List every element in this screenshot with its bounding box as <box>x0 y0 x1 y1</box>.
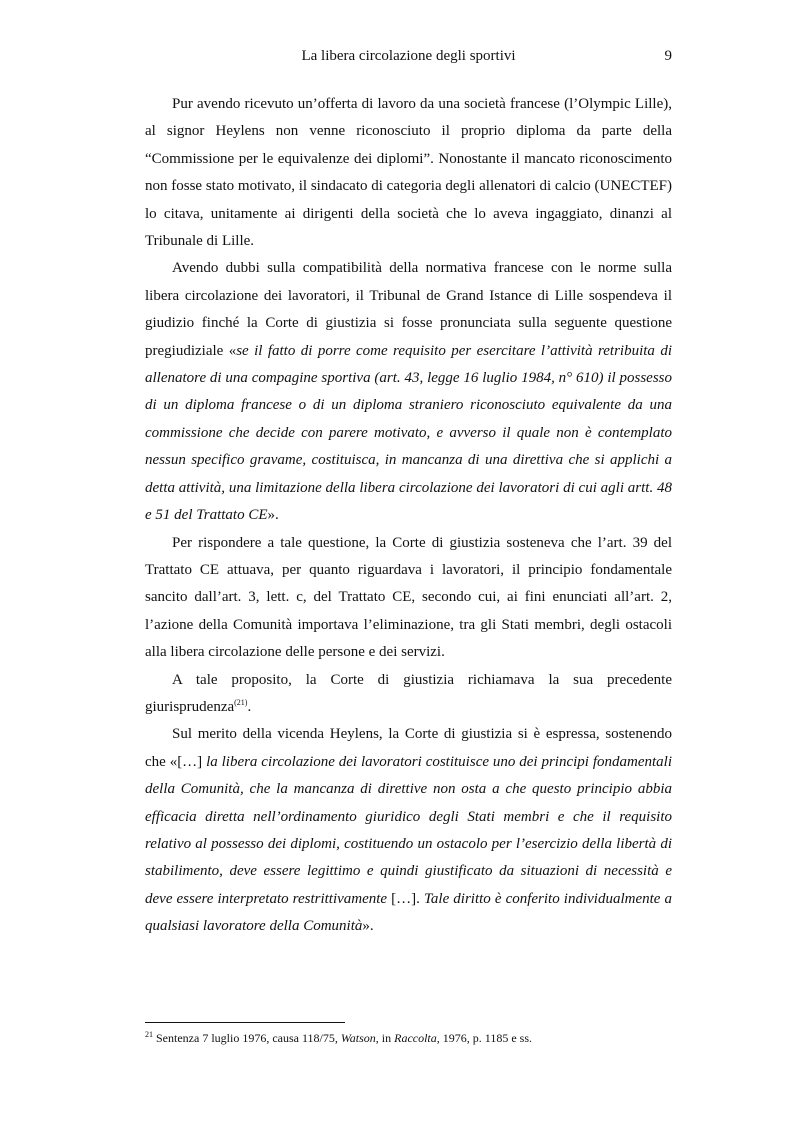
paragraph-3: Per rispondere a tale questione, la Corte di giustizia sosteneva che l’art. 39 del Trattato CE attuava, per quanto riguardava i lavoratori, il principio fondamentale sancito dall’art. 3, lett. c, del Trattato CE, secondo cui, ai fini enunciati all’art. 2, l’azione della Comunità importava l’eliminazione, tra gli Stati membri, degli ostacoli alla libera circolazione delle persone e dei servizi. <box>145 534 672 661</box>
paragraph-5-ellipsis: […]. <box>387 890 424 907</box>
footnote-text-start: Sentenza 7 luglio 1976, causa 118/75, <box>153 1031 341 1045</box>
paragraph-5-quote-1: la libera circolazione dei lavoratori costituisce uno dei principi fondamentali della Comunità, che la mancanza di direttive non osta a che questo principio abbia efficacia diretta nell’ordinamento giuridico degli Stati membri e che il requisito relativo al possesso dei diplomi, costituendo un ostacolo per l’esercizio della libertà di stabilimento, deve essere legittimo e quindi giustificato da situazioni di necessità e deve essere interpretato restrittivamente <box>145 753 672 907</box>
paragraph-2-quote: se il fatto di porre come requisito per esercitare l’attività retribuita di allenatore di una compagine sportiva (art. 43, legge 16 luglio 1984, n° 610) il possesso di un diploma francese o di un diploma straniero riconosciuto equivalente da una commissione che decide con parere motivato, e avverso il quale non è contemplato nessun specifico gravame, costituisca, in mancanza di una direttiva che si applichi a detta attività, una limitazione della libera circolazione dei lavoratori di cui agli artt. 48 e 51 del Trattato CE <box>145 342 672 524</box>
paragraph-2-intro: Avendo dubbi sulla compatibilità della normativa francese con le norme sulla libera circolazione dei lavoratori, il Tribunal de Grand Istance di Lille sospendeva il giudizio finché la Corte di giustizia si fosse pronunciata sulla seguente questione pregiudiziale « <box>145 260 672 359</box>
page-header <box>145 45 672 67</box>
footnote <box>145 1030 672 1046</box>
paragraph-5-quote-2: Tale diritto è conferito individualmente a qualsiasi lavoratore della Comunità <box>145 890 672 935</box>
paragraph-2-close: ». <box>267 507 279 524</box>
paragraph-2 <box>145 255 672 529</box>
running-title: La libera circolazione degli sportivi <box>301 48 516 64</box>
footnote-text-mid: , in <box>375 1031 395 1045</box>
footnote-reference[interactable]: (21) <box>234 697 248 707</box>
footnote-separator <box>145 1022 345 1023</box>
main-text <box>145 91 672 941</box>
footnote-text-end: , 1976, p. 1185 e ss. <box>436 1031 532 1045</box>
footnote-case-name: Watson <box>340 1031 376 1045</box>
paragraph-4 <box>145 667 672 722</box>
footnote-source: Raccolta <box>394 1031 437 1045</box>
paragraph-5-close: ». <box>362 918 374 935</box>
paragraph-4-text: A tale proposito, la Corte di giustizia richiamava la sua precedente giurisprudenza <box>145 671 672 715</box>
paragraph-5-intro: Sul merito della vicenda Heylens, la Corte di giustizia si è espressa, sostenendo che «[…] <box>145 726 672 770</box>
paragraph-1: Pur avendo ricevuto un’offerta di lavoro da una società francese (l’Olympic Lille), al signor Heylens non venne riconosciuto il proprio diploma da parte della “Commissione per le equivalenze dei diplomi”. Nonostante il mancato riconoscimento non fosse stato motivato, il sindacato di categoria degli allenatori di calcio (UNECTEF) lo citava, unitamente ai dirigenti della società che lo aveva ingaggiato, dinanzi al Tribunale di Lille. <box>145 96 672 250</box>
footnote-number: 21 <box>145 1030 153 1039</box>
page-number: 9 <box>664 48 672 64</box>
paragraph-4-end: . <box>247 698 252 715</box>
paragraph-5 <box>145 721 672 940</box>
